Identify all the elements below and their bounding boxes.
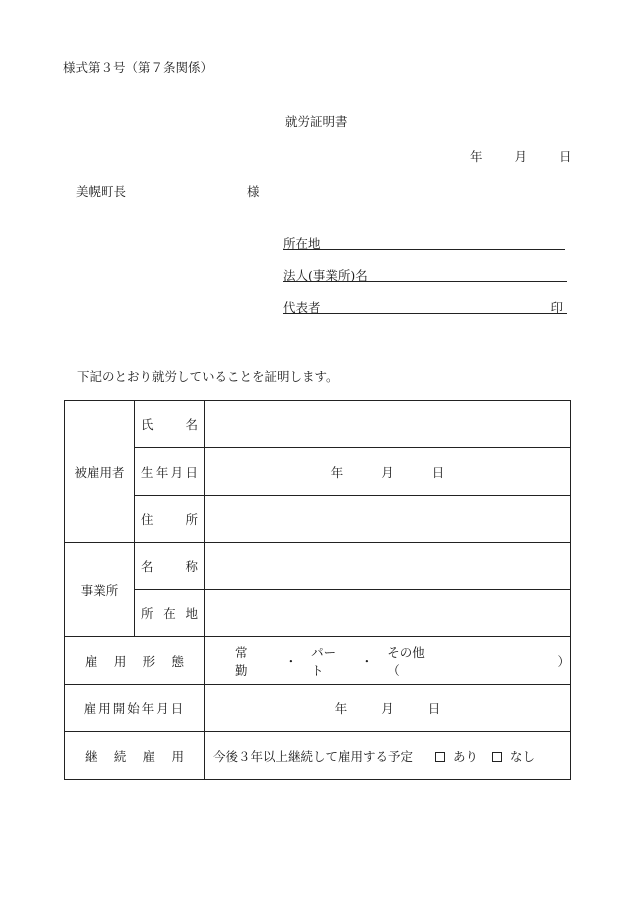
office-group-label: 事業所 [65,543,135,637]
issuer-address-label: 所在地 [283,236,321,251]
issuer-corp-label: 法人(事業所)名 [283,268,368,283]
row-employee-address [65,496,571,543]
seal-mark: 印 [550,300,563,315]
issue-date [470,147,572,165]
employment-table [64,400,571,780]
statement-text: 下記のとおり就労していることを証明します。 [77,369,339,384]
option-fulltime[interactable]: 常 勤 [235,644,261,678]
office-address-label-cell [135,590,205,637]
option-parttime[interactable]: パート [311,644,337,678]
row-employee-name [65,401,571,448]
office-name-field[interactable] [205,543,571,590]
employment-type-field[interactable]: 常 勤 ・ パート ・ その他（ ） [205,637,571,685]
employment-type-label-cell [65,637,205,685]
birth-label: 生 年 月 日 [141,464,198,480]
start-month: 月 [381,701,394,716]
date-day: 日 [559,149,572,164]
addressee-honorific: 様 [247,184,260,199]
birth-label-cell [135,448,205,496]
row-start-date [65,685,571,732]
row-birthdate [65,448,571,496]
employee-name-field[interactable] [205,401,571,448]
birth-day: 日 [431,464,445,480]
start-date-label: 雇用開始年月日 [83,701,186,716]
birth-month: 月 [381,464,394,480]
checkbox-icon [492,752,502,762]
row-office-name [65,543,571,590]
employee-group-label: 被雇用者 [65,401,135,543]
row-office-address [65,590,571,637]
office-name-label-cell [135,543,205,590]
date-year: 年 [470,149,483,164]
continued-label: 継 続 雇 用 [85,748,184,764]
name-label: 氏 名 [141,417,198,432]
checkbox-yes[interactable]: あり [435,747,478,765]
checkbox-no[interactable]: なし [492,747,535,765]
employment-type-label: 雇 用 形 態 [85,653,184,669]
form-number: 様式第３号（第７条関係） [63,60,214,75]
continued-text: 今後３年以上継続して雇用する予定 [213,748,414,764]
office-name-label: 名 称 [141,559,198,574]
birth-year: 年 [330,464,344,480]
checkbox-icon [435,752,445,762]
date-month: 月 [514,149,528,164]
employee-address-field[interactable] [205,496,571,543]
continued-label-cell [65,732,205,780]
issuer-rep-label: 代表者 [283,300,321,315]
office-address-field[interactable] [205,590,571,637]
document-title: 就労証明書 [285,114,348,129]
start-day: 日 [427,701,441,716]
continued-field [205,732,571,780]
start-date-field[interactable] [205,685,571,732]
issuer-rep-line [283,298,567,314]
start-year: 年 [334,701,348,716]
address-label: 住 所 [141,512,198,527]
row-employment-type [65,637,571,685]
issuer-corp-line [283,266,567,282]
name-label-cell [135,401,205,448]
office-address-label: 所 在 地 [141,606,198,621]
issuer-address-line [283,234,565,250]
option-other[interactable]: その他（ [387,644,425,678]
addressee-name: 美幌町長 [76,184,127,199]
birthdate-field[interactable] [205,448,571,496]
row-continued-employment [65,732,571,780]
address-label-cell [135,496,205,543]
start-date-label-cell [65,685,205,732]
